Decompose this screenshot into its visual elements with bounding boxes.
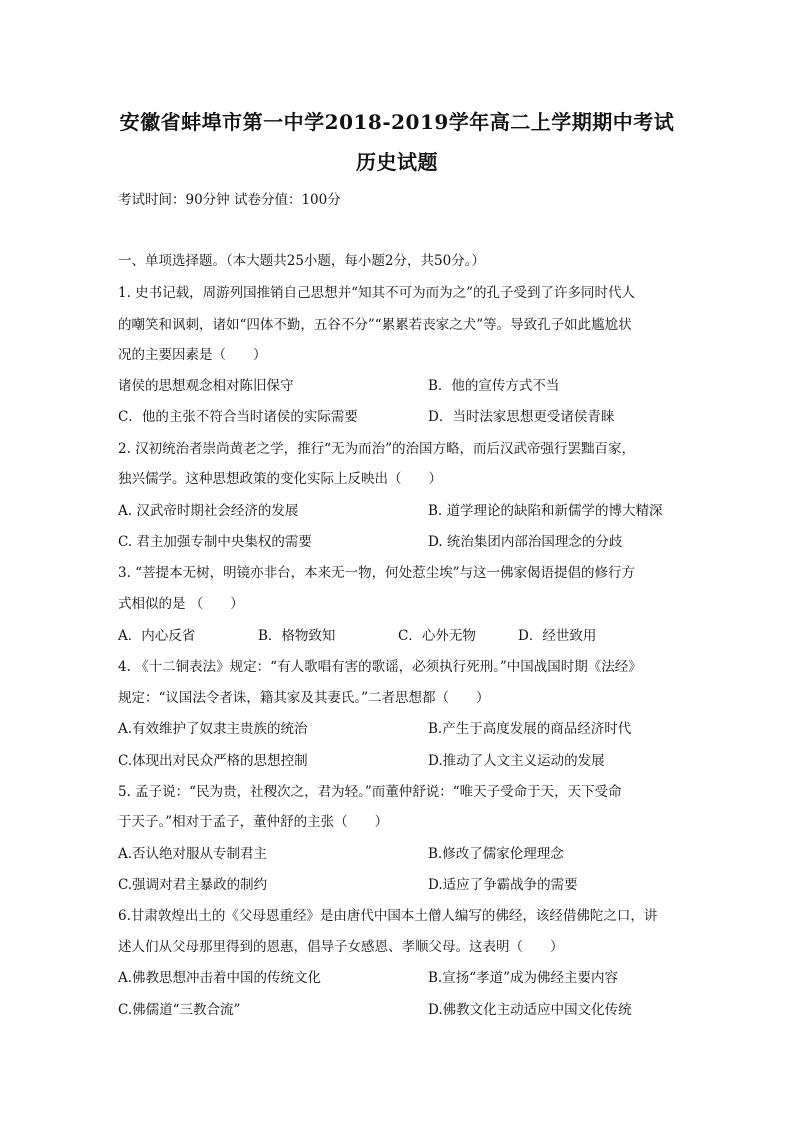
option-c[interactable]: C.体现出对民众严格的思想控制: [118, 753, 308, 769]
exam-info: 考试时间：90分钟 试卷分值：100分: [118, 192, 341, 208]
section-heading: 一、单项选择题。（本大题共25小题，每小题2分，共50分。）: [118, 253, 485, 269]
option-c[interactable]: C．心外无物: [398, 628, 476, 644]
option-b[interactable]: B.宣扬“孝道”成为佛经主要内容: [428, 970, 619, 986]
question-stem-line: 5. 孟子说：“民为贵，社稷次之，君为轻。”而董仲舒说：“唯天子受命于天，天下受命: [118, 784, 622, 800]
option-b[interactable]: B．他的宣传方式不当: [428, 378, 560, 394]
option-d[interactable]: D．当时法家思想更受诸侯青睐: [428, 409, 615, 425]
question-stem-line: 规定：“议国法令者诛，籍其家及其妻氏。”二者思想都（ ）: [118, 690, 490, 706]
question-stem-line: 1. 史书记载，周游列国推销自己思想并“知其不可为而为之”的孔子受到了许多同时代人: [118, 285, 635, 301]
page-title: 安徽省蚌埠市第一中学2018-2019学年高二上学期期中考试: [119, 110, 675, 134]
option-c[interactable]: C.佛儒道“三教合流”: [118, 1002, 241, 1018]
option-a[interactable]: A. 汉武帝时期社会经济的发展: [118, 503, 299, 519]
option-d[interactable]: D.适应了争霸战争的需要: [428, 877, 578, 893]
option-c[interactable]: C.强调对君主暴政的制约: [118, 877, 268, 893]
question-stem-line: 3. “菩提本无树，明镜亦非台，本来无一物，何处惹尘埃”与这一佛家偈语提倡的修行方: [118, 565, 635, 581]
option-b[interactable]: B.产生于高度发展的商品经济时代: [428, 721, 632, 737]
option-d[interactable]: D.推动了人文主义运动的发展: [428, 753, 605, 769]
question-stem-line: 2. 汉初统治者崇尚黄老之学，推行“无为而治”的治国方略，而后汉武帝强行罢黜百家，: [118, 441, 635, 457]
question-stem-line: 6.甘肃敦煌出土的《父母恩重经》是由唐代中国本土僧人编写的佛经，该经借佛陀之口，讲: [118, 908, 658, 924]
question-stem-line: 况的主要因素是（ ）: [118, 347, 267, 363]
question-stem-line: 述人们从父母那里得到的恩惠，倡导子女感恩、孝顺父母。这表明（ ）: [118, 939, 564, 955]
option-d[interactable]: D. 统治集团内部治国理念的分歧: [428, 534, 623, 550]
page-subtitle: 历史试题: [356, 150, 438, 174]
question-stem-line: 4. 《十二铜表法》规定：“有人歌唱有害的歌谣，必须执行死刑。”中国战国时期《法经》: [118, 659, 642, 675]
option-d[interactable]: D．经世致用: [518, 628, 597, 644]
option-b[interactable]: B.修改了儒家伦理理念: [428, 846, 564, 862]
option-d[interactable]: D.佛教文化主动适应中国文化传统: [428, 1002, 632, 1018]
option-a[interactable]: A.佛教思想冲击着中国的传统文化: [118, 970, 322, 986]
option-a[interactable]: A.否认绝对服从专制君主: [118, 846, 268, 862]
option-c[interactable]: C．他的主张不符合当时诸侯的实际需要: [118, 409, 358, 425]
option-a[interactable]: 诸侯的思想观念相对陈旧保守: [118, 378, 294, 394]
option-a[interactable]: A.有效维护了奴隶主贵族的统治: [118, 721, 308, 737]
question-stem-line: 式相似的是 （ ）: [118, 596, 244, 612]
option-a[interactable]: A．内心反省: [118, 628, 196, 644]
question-stem-line: 独兴儒学。这种思想政策的变化实际上反映出（ ）: [118, 471, 442, 487]
option-c[interactable]: C. 君主加强专制中央集权的需要: [118, 534, 312, 550]
question-stem-line: 于天子。”相对于孟子，董仲舒的主张（ ）: [118, 814, 389, 830]
option-b[interactable]: B．格物致知: [258, 628, 336, 644]
option-b[interactable]: B. 道学理论的缺陷和新儒学的博大精深: [428, 503, 663, 519]
question-stem-line: 的嘲笑和讽刺，诸如“四体不勤，五谷不分”“累累若丧家之犬”等。导致孔子如此尴尬状: [118, 317, 632, 333]
